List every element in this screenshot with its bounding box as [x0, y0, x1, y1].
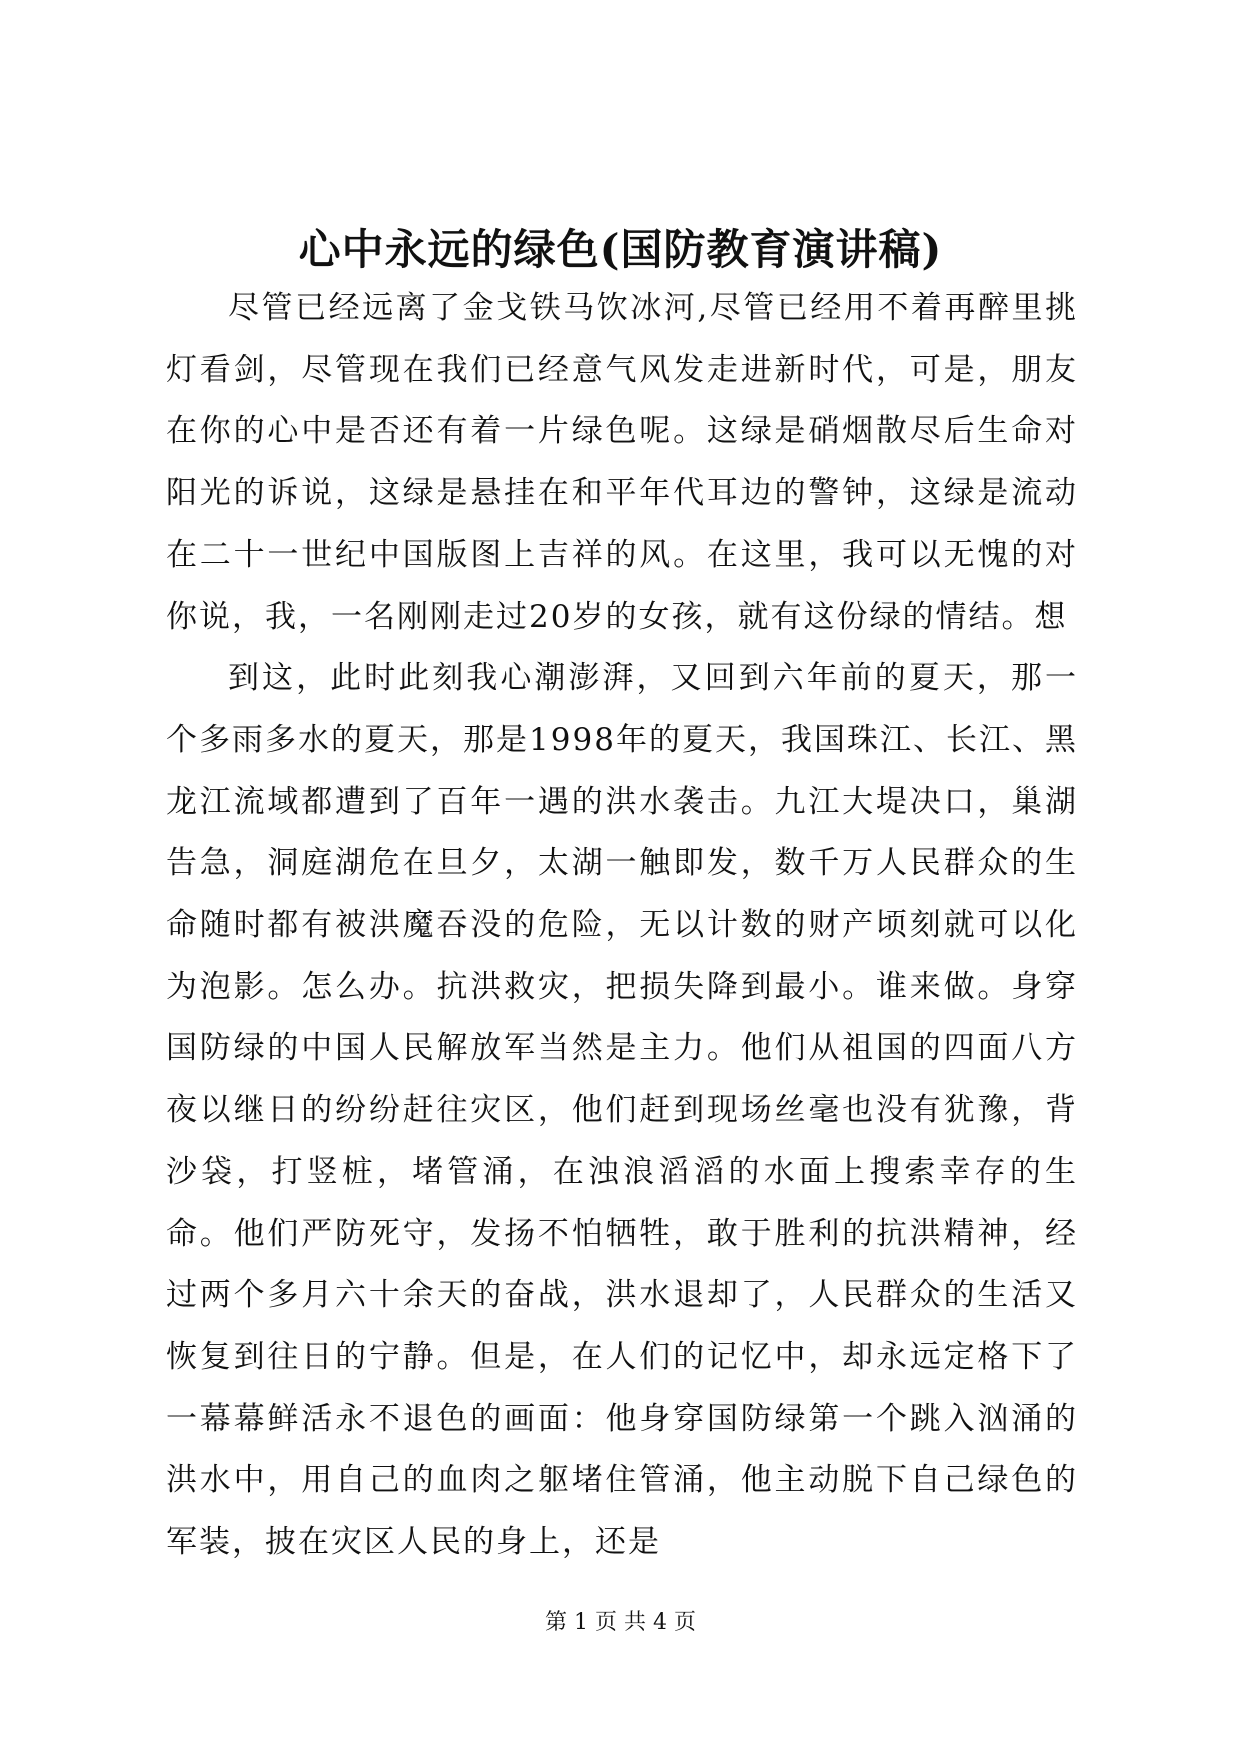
paragraph: 尽管已经远离了金戈铁马饮冰河,尽管已经用不着再醉里挑灯看剑，尽管现在我们已经意气风发走进新时代，可是，朋友在你的心中是否还有着一片绿色呢。这绿是硝烟散尽后生命对阳光的诉说，这绿是悬挂在和平年代耳边的警钟，这绿是流动在二十一世纪中国版图上吉祥的风。在这里，我可以无愧的对你说，我，一名刚刚走过20岁的女孩，就有这份绿的情结。想	[166, 290, 1078, 635]
document-title: 心中永远的绿色(国防教育演讲稿)	[298, 225, 943, 274]
page-footer: 第 1 页 共 4 页	[545, 1610, 696, 1635]
document-body	[166, 278, 1078, 1574]
paragraph: 到这，此时此刻我心潮澎湃，又回到六年前的夏天，那一个多雨多水的夏天，那是1998年的夏天，我国珠江、长江、黑龙江流域都遭到了百年一遇的洪水袭击。九江大堤决口，巢湖告急，洞庭湖危在旦夕，太湖一触即发，数千万人民群众的生命随时都有被洪魔吞没的危险，无以计数的财产顷刻就可以化为泡影。怎么办。抗洪救灾，把损失降到最小。谁来做。身穿国防绿的中国人民解放军当然是主力。他们从祖国的四面八方夜以继日的纷纷赶往灾区，他们赶到现场丝毫也没有犹豫，背沙袋，打竖桩，堵管涌，在浊浪滔滔的水面上搜索幸存的生命。他们严防死守，发扬不怕牺牲，敢于胜利的抗洪精神，经过两个多月六十余天的奋战，洪水退却了，人民群众的生活又恢复到往日的宁静。但是，在人们的记忆中，却永远定格下了一幕幕鲜活永不退色的画面：他身穿国防绿第一个跳入汹涌的洪水中，用自己的血肉之躯堵住管涌，他主动脱下自己绿色的军装，披在灾区人民的身上，还是	[166, 660, 1078, 1561]
